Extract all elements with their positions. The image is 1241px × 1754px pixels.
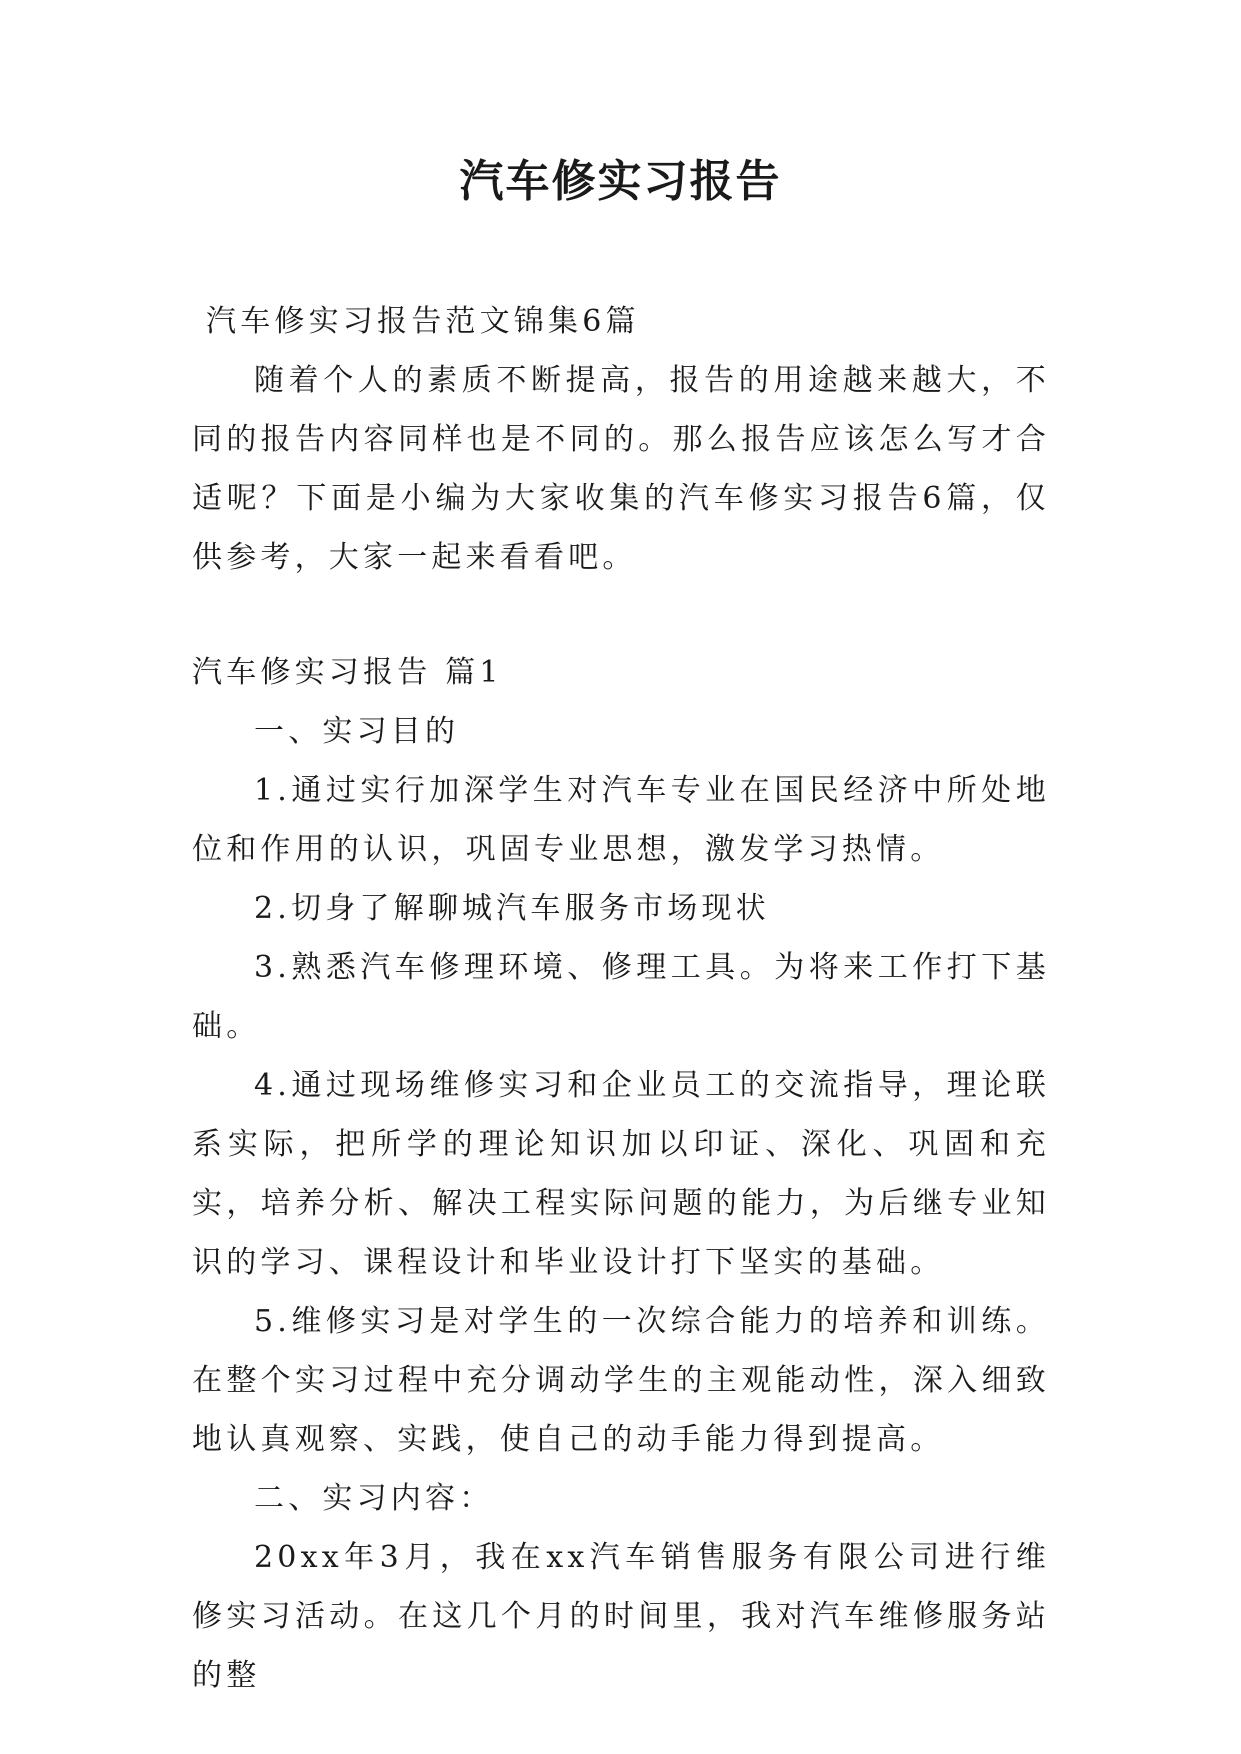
content-paragraph: 20xx年3月，我在xx汽车销售服务有限公司进行维修实习活动。在这几个月的时间里，我对汽车维修服务站的整: [192, 1540, 1050, 1693]
section-spacer: [192, 587, 1050, 643]
document-title: 汽车修实习报告: [459, 156, 782, 207]
document-subtitle: 汽车修实习报告范文锦集6篇: [206, 304, 640, 339]
objective-item-5: 5.维修实习是对学生的一次综合能力的培养和训练。在整个实习过程中充分调动学生的主观能动性，深入细致地认真观察、实践，使自己的动手能力得到提高。: [192, 1304, 1050, 1457]
objective-item-3: 3.熟悉汽车修理环境、修理工具。为将来工作打下基础。: [192, 950, 1050, 1044]
document-body: [192, 292, 1050, 1705]
intro-paragraph: 随着个人的素质不断提高，报告的用途越来越大，不同的报告内容同样也是不同的。那么报告应该怎么写才合适呢？下面是小编为大家收集的汽车修实习报告6篇，仅供参考，大家一起来看看吧。: [192, 363, 1050, 575]
heading-content: 二、实习内容：: [254, 1481, 494, 1516]
objective-item-4: 4.通过现场维修实习和企业员工的交流指导，理论联系实际，把所学的理论知识加以印证、深化、巩固和充实，培养分析、解决工程实际问题的能力，为后继专业知识的学习、课程设计和毕业设计打下坚实的基础。: [192, 1068, 1050, 1280]
heading-objectives: 一、实习目的: [254, 714, 460, 749]
objective-item-1: 1.通过实行加深学生对汽车专业在国民经济中所处地位和作用的认识，巩固专业思想，激发学习热情。: [192, 773, 1050, 867]
objective-item-2: 2.切身了解聊城汽车服务市场现状: [254, 891, 770, 926]
section-heading: 汽车修实习报告 篇1: [192, 655, 503, 690]
